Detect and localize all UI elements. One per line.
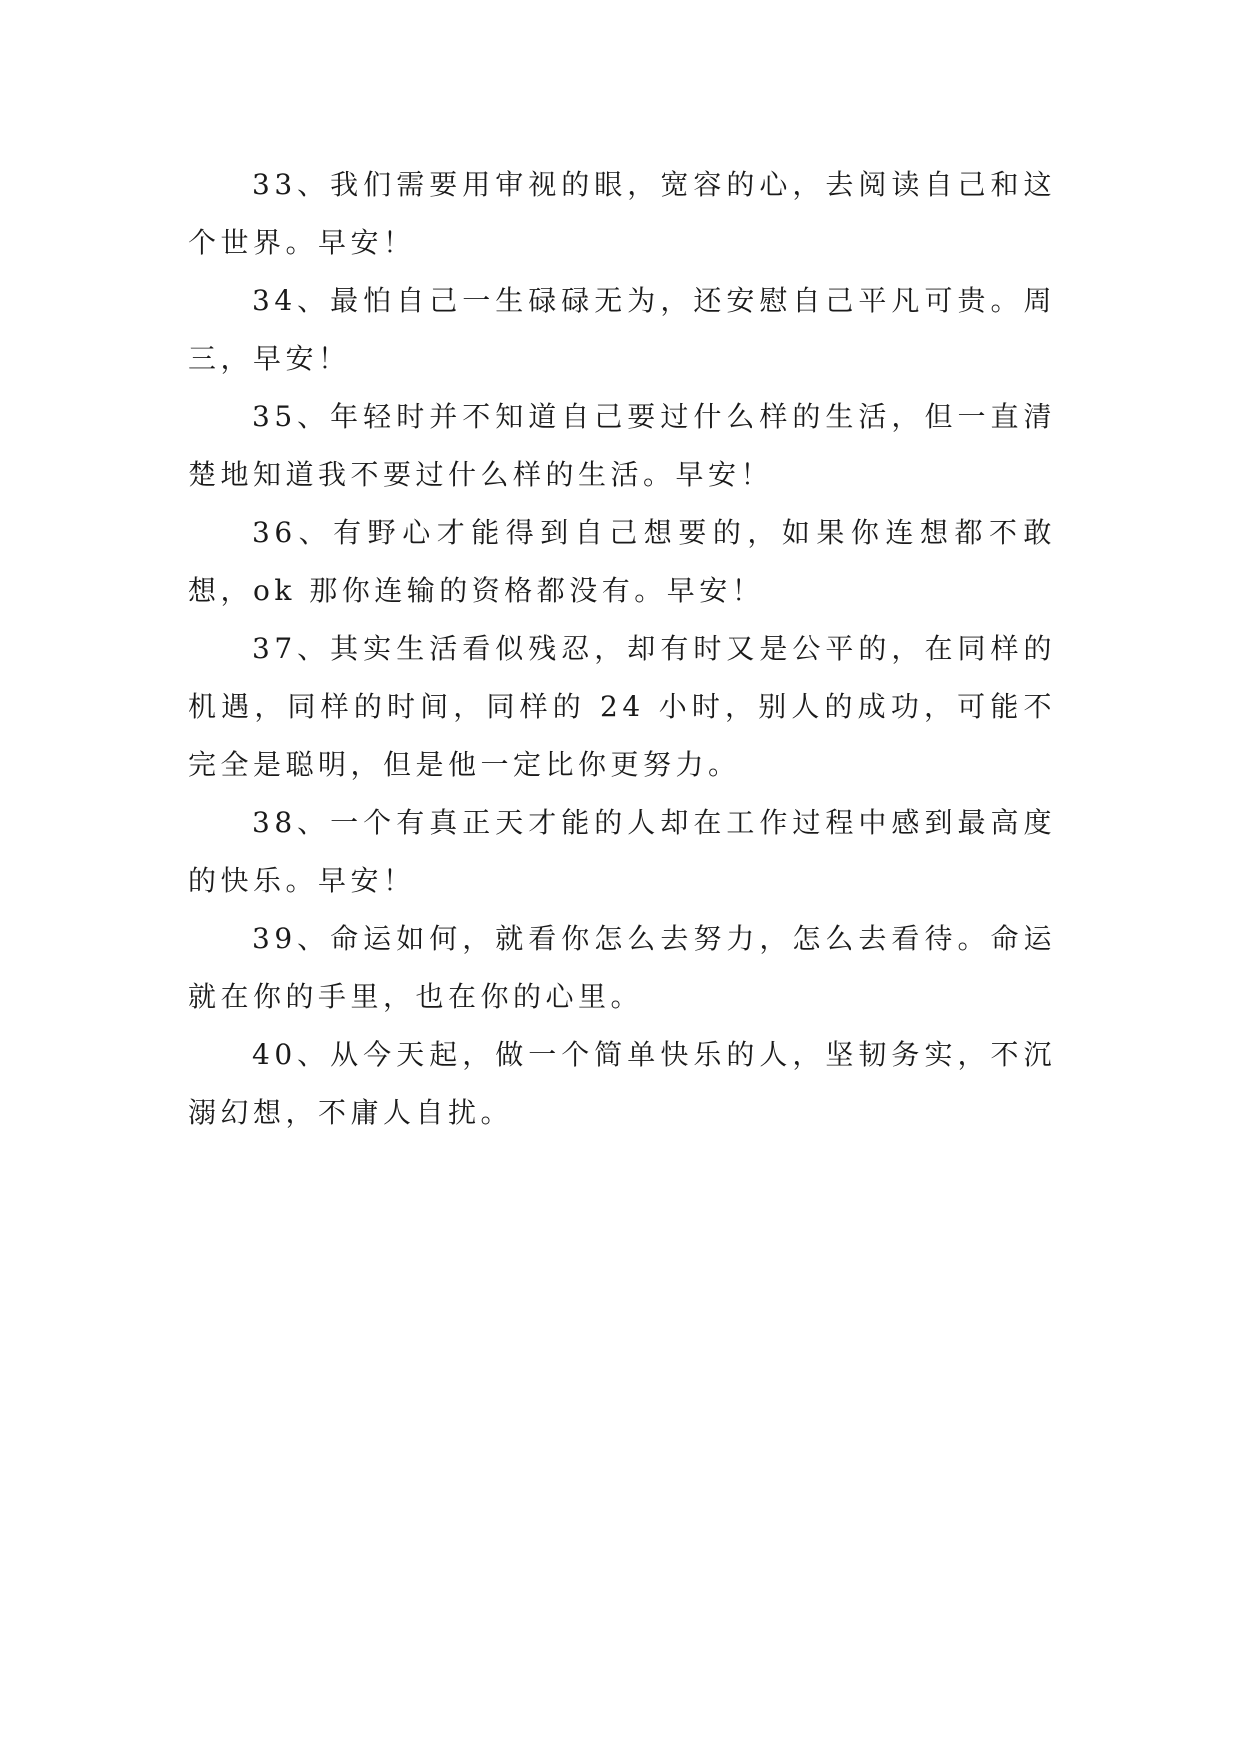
paragraph-37: 37、其实生活看似残忍，却有时又是公平的，在同样的机遇，同样的时间，同样的 24 小时，别人的成功，可能不完全是聪明，但是他一定比你更努力。: [188, 632, 1056, 781]
paragraph-33: 33、我们需要用审视的眼，宽容的心，去阅读自己和这个世界。早安！: [188, 168, 1056, 259]
paragraph-35: 35、年轻时并不知道自己要过什么样的生活，但一直清楚地知道我不要过什么样的生活。早安！: [188, 400, 1056, 491]
paragraph-36: 36、有野心才能得到自己想要的，如果你连想都不敢想，ok 那你连输的资格都没有。早安！: [188, 516, 1056, 607]
document-body: [188, 156, 1056, 1142]
paragraph-38: 38、一个有真正天才能的人却在工作过程中感到最高度的快乐。早安！: [188, 806, 1056, 897]
paragraph-40: 40、从今天起，做一个简单快乐的人，坚韧务实，不沉溺幻想，不庸人自扰。: [188, 1038, 1056, 1129]
paragraph-39: 39、命运如何，就看你怎么去努力，怎么去看待。命运就在你的手里，也在你的心里。: [188, 922, 1056, 1013]
paragraph-34: 34、最怕自己一生碌碌无为，还安慰自己平凡可贵。周三，早安！: [188, 284, 1056, 375]
